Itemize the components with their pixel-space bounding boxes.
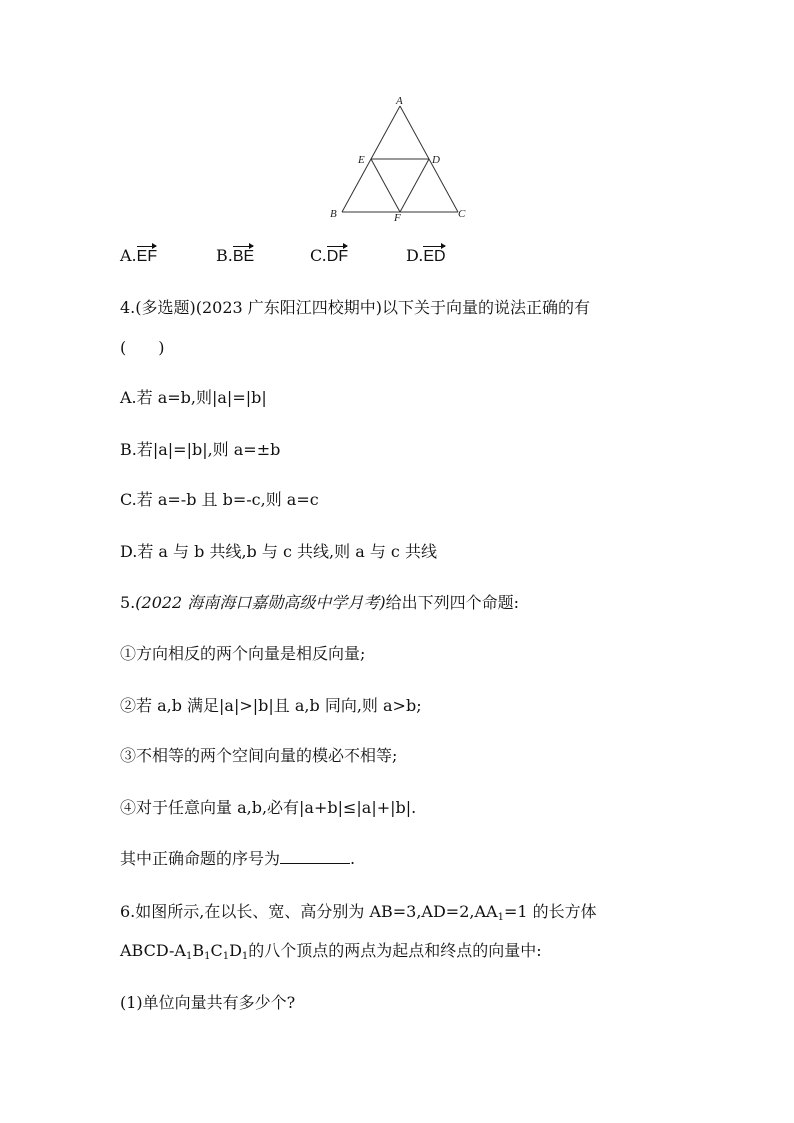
q5-item-2: ②若 a,b 满足|a|>|b|且 a,b 同向,则 a>b;	[120, 696, 422, 715]
q3-option-b[interactable]: B.BE	[216, 246, 255, 265]
vector-ef: EF	[136, 248, 158, 265]
q6-line2-s3: 1	[222, 951, 230, 962]
q5-stem-tail: 给出下列四个命题:	[385, 593, 519, 612]
q6-line2-tail: 的八个顶点的两点为起点和终点的向量中:	[248, 941, 542, 960]
q5-source: (2022 海南海口嘉勋高级中学月考)	[135, 593, 386, 612]
q3-option-c[interactable]: C.DF	[310, 246, 349, 265]
q6-sub-question-1: (1)单位向量共有多少个?	[120, 993, 296, 1012]
q3-option-a[interactable]: A.EF	[120, 246, 158, 265]
q6-line2-p1: ABCD-A	[120, 941, 186, 960]
q5-answer-blank[interactable]	[280, 849, 350, 864]
q6-line2-p3: C	[210, 941, 223, 960]
q4-option-c[interactable]: C.若 a=-b 且 b=-c,则 a=c	[120, 490, 319, 509]
triangle-diagram	[318, 90, 478, 225]
label-e: E	[358, 154, 365, 166]
q5-number: 5.	[120, 593, 136, 612]
edge-df	[400, 159, 429, 212]
label-f: F	[394, 212, 401, 224]
q3-option-d[interactable]: D.ED	[406, 246, 446, 265]
q6-line2-s2: 1	[204, 951, 211, 962]
q6-stem-line2	[120, 941, 542, 961]
triangle-figure	[318, 90, 478, 225]
q5-answer-line	[120, 849, 355, 869]
q5-item-3: ③不相等的两个空间向量的模必不相等;	[120, 746, 398, 765]
vector-df: DF	[326, 248, 349, 265]
q4-stem: 4.(多选题)(2023 广东阳江四校期中)以下关于向量的说法正确的有	[120, 298, 591, 317]
q4-answer-bracket: ( )	[120, 338, 165, 357]
q6-line1-tail: =1 的长方体	[503, 902, 597, 921]
vector-be: BE	[232, 248, 255, 265]
q6-stem-line1	[120, 902, 597, 922]
q5-item-4: ④对于任意向量 a,b,必有|a+b|≤|a|+|b|.	[120, 798, 417, 817]
vector-ed: ED	[423, 248, 446, 265]
q6-line2-s4: 1	[241, 951, 249, 962]
q4-option-a[interactable]: A.若 a=b,则|a|=|b|	[120, 388, 267, 407]
edge-ef	[371, 159, 400, 212]
q5-item-1: ①方向相反的两个向量是相反向量;	[120, 644, 366, 663]
q5-stem	[120, 593, 519, 613]
label-d: D	[432, 154, 440, 166]
q6-line1-text: 6.如图所示,在以长、宽、高分别为 AB=3,AD=2,AA	[120, 902, 498, 921]
q6-line2-p4: D	[229, 941, 242, 960]
q4-option-b[interactable]: B.若|a|=|b|,则 a=±b	[120, 440, 281, 459]
q6-line2-p2: B	[192, 941, 205, 960]
q5-answer-prefix: 其中正确命题的序号为	[120, 849, 281, 868]
q6-sub1: 1	[497, 912, 504, 923]
q4-option-d[interactable]: D.若 a 与 b 共线,b 与 c 共线,则 a 与 c 共线	[120, 542, 437, 561]
q6-line2-s1: 1	[185, 951, 193, 962]
label-b: B	[330, 208, 337, 220]
q5-answer-suffix: .	[350, 849, 356, 868]
label-c: C	[458, 208, 466, 220]
label-a: A	[396, 95, 403, 107]
